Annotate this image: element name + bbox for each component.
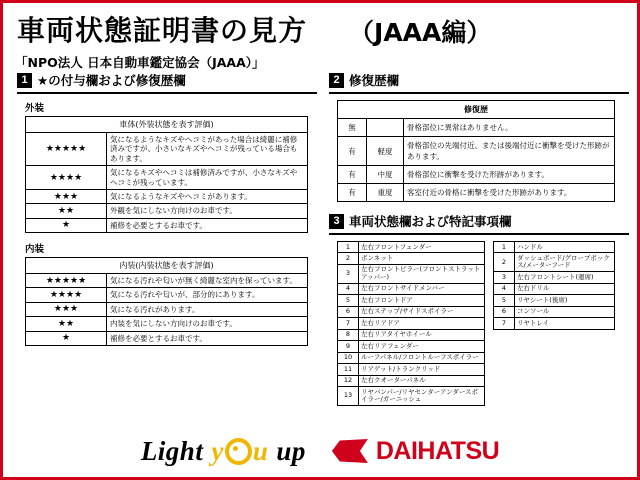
table-row (338, 387, 485, 406)
part-num: 6 (338, 306, 359, 317)
table-row (26, 166, 308, 190)
interior-table-header: 内装(内装状態を表す評価) (26, 258, 308, 274)
part-num: 8 (338, 329, 359, 340)
part-num: 13 (338, 387, 359, 406)
part-name: ボンネット (359, 253, 485, 264)
page-title-sub: （JAAA編） (349, 18, 492, 47)
part-name: リヤシート(後席) (515, 295, 615, 306)
part-name: リアゲット/トランクリッド (359, 364, 485, 375)
interior-desc-2: 内装を気にしない方向けのお車です。 (107, 317, 308, 331)
parts-lists (337, 241, 629, 406)
exterior-desc-1: 補修を必要とするお車です。 (107, 218, 308, 232)
repair-level-none (367, 119, 404, 137)
interior-stars-1: ★ (26, 331, 107, 345)
part-name: 左右フロントドア (359, 295, 485, 306)
logo-text-up: up (276, 435, 306, 466)
exterior-stars-4: ★★★★ (26, 166, 107, 190)
right-column (329, 71, 629, 406)
table-row (338, 283, 485, 294)
exterior-table (25, 116, 308, 233)
table-row (338, 166, 615, 184)
table-row (494, 295, 615, 306)
interior-stars-2: ★★ (26, 317, 107, 331)
section-1-number: 1 (17, 73, 32, 88)
part-num: 2 (338, 253, 359, 264)
part-num: 5 (338, 295, 359, 306)
interior-desc-1: 補修を必要とするお車です。 (107, 331, 308, 345)
repair-desc-heavy: 客室付近の骨格に衝撃を受けた形跡があります。 (404, 184, 615, 202)
part-num: 12 (338, 375, 359, 386)
part-num: 4 (494, 283, 515, 294)
repair-level-heavy: 重度 (367, 184, 404, 202)
part-name: 左右クオーターパネル (359, 375, 485, 386)
table-row (338, 264, 485, 283)
part-num: 3 (494, 272, 515, 283)
section-3-number: 3 (329, 214, 344, 229)
section-1-header (17, 71, 317, 89)
table-row (338, 119, 615, 137)
exterior-stars-3: ★★★ (26, 189, 107, 203)
table-row (338, 101, 615, 119)
interior-stars-4: ★★★★ (26, 288, 107, 302)
section-3-rule (329, 233, 629, 235)
table-row (338, 184, 615, 202)
section-1-title: ★の付与欄および修復歴欄 (37, 73, 186, 88)
table-row (494, 283, 615, 294)
table-row (338, 253, 485, 264)
exterior-desc-5: 気になるようなキズやヘコミがあった場合は綺麗に補修済みですが、小さいなキズやヘコミが残っている場合もあります。 (107, 133, 308, 166)
section-2-header (329, 71, 629, 89)
interior-desc-5: 気になる汚れや匂いが無く綺麗な室内を保っています。 (107, 274, 308, 288)
table-row (338, 295, 485, 306)
table-row (338, 375, 485, 386)
part-num: 1 (338, 242, 359, 253)
part-num: 3 (338, 264, 359, 283)
exterior-label: 外装 (25, 103, 45, 114)
table-row (26, 133, 308, 166)
table-row (338, 329, 485, 340)
table-row (26, 258, 308, 274)
part-name: ダッシュボード/グローブボックス/メーターフード (515, 253, 615, 272)
part-num: 4 (338, 283, 359, 294)
repair-mark-none: 無 (338, 119, 367, 137)
part-name: 左右リアタイヤホイール (359, 329, 485, 340)
repair-history-header: 修復歴 (338, 101, 615, 119)
logo-ring-icon (225, 438, 252, 465)
part-num: 10 (338, 352, 359, 363)
table-row (26, 274, 308, 288)
logo-text-u: u (252, 435, 269, 466)
interior-parts-table (493, 241, 615, 330)
page-title-main: 車両状態証明書の見方 (17, 14, 308, 47)
part-name: リヤバンパー/リヤセンターアンダースポイラー/ガーニッシュ (359, 387, 485, 406)
section-2-number: 2 (329, 73, 344, 88)
table-row (26, 331, 308, 345)
light-you-up-logo (141, 436, 306, 467)
table-row (494, 318, 615, 329)
table-row (494, 253, 615, 272)
part-name: コンソール (515, 306, 615, 317)
daihatsu-logo (332, 437, 499, 466)
table-row (338, 242, 485, 253)
part-name: リヤトレイ (515, 318, 615, 329)
part-num: 5 (494, 295, 515, 306)
table-row (26, 117, 308, 133)
table-row (26, 189, 308, 203)
interior-stars-5: ★★★★★ (26, 274, 107, 288)
table-row (338, 318, 485, 329)
logo-text-y: y (211, 435, 224, 466)
part-name: ルーフパネル/フロントルーフスポイラー (359, 352, 485, 363)
part-name: 左右フロントシート(運席) (515, 272, 615, 283)
repair-desc-light: 骨格部位の先端付近、または後端付近に衝撃を受けた形跡があります。 (404, 137, 615, 166)
interior-label: 内装 (25, 244, 45, 255)
daihatsu-brand-text: DAIHATSU (375, 436, 500, 465)
table-row (26, 204, 308, 218)
table-row (26, 302, 308, 316)
table-row (338, 137, 615, 166)
table-row (338, 352, 485, 363)
part-num: 1 (494, 242, 515, 253)
repair-desc-none: 骨格部位に異常はありません。 (404, 119, 615, 137)
interior-table (25, 257, 308, 346)
table-row (338, 306, 485, 317)
interior-desc-3: 気になる汚れがあります。 (107, 302, 308, 316)
exterior-desc-3: 気になるようなキズやヘコミがあります。 (107, 189, 308, 203)
part-num: 11 (338, 364, 359, 375)
table-row (494, 306, 615, 317)
exterior-stars-1: ★ (26, 218, 107, 232)
part-num: 6 (494, 306, 515, 317)
part-name: 左右フロントサイドメンバー (359, 283, 485, 294)
page-title (17, 9, 629, 49)
exterior-table-header: 車体(外装状態を表す評価) (26, 117, 308, 133)
exterior-stars-5: ★★★★★ (26, 133, 107, 166)
repair-level-medium: 中度 (367, 166, 404, 184)
table-row (338, 364, 485, 375)
part-num: 7 (338, 318, 359, 329)
exterior-parts-table (337, 241, 485, 406)
repair-history-table (337, 100, 615, 202)
table-row (338, 341, 485, 352)
table-row (26, 288, 308, 302)
footer (3, 425, 637, 477)
repair-level-light: 軽度 (367, 137, 404, 166)
part-num: 9 (338, 341, 359, 352)
part-name: 左右ドリル (515, 283, 615, 294)
part-num: 2 (494, 253, 515, 272)
interior-stars-3: ★★★ (26, 302, 107, 316)
table-row (494, 272, 615, 283)
repair-mark-light: 有 (338, 137, 367, 166)
logo-text-light: Light (140, 435, 204, 466)
section-3-header (329, 212, 629, 230)
part-name: 左右リアドア (359, 318, 485, 329)
section-2-title: 修復歴欄 (349, 73, 400, 88)
exterior-stars-2: ★★ (26, 204, 107, 218)
part-name: 左右フロントピラー(フロントストラットアッパー) (359, 264, 485, 283)
table-row (26, 317, 308, 331)
table-row (26, 218, 308, 232)
table-row (494, 242, 615, 253)
exterior-desc-2: 外観を気にしない方向けのお車です。 (107, 204, 308, 218)
daihatsu-mark-icon (332, 439, 368, 463)
left-column (17, 71, 317, 346)
page-subtitle: 「NPO法人 日本自動車鑑定協会（JAAA）」 (15, 55, 265, 70)
part-name: 左右リアフェンダー (359, 341, 485, 352)
part-name: 左右ステップ/サイドスポイラー (359, 306, 485, 317)
section-2-rule (329, 92, 629, 94)
part-num: 7 (494, 318, 515, 329)
interior-desc-4: 気になる汚れや匂いが、部分的にあります。 (107, 288, 308, 302)
part-name: ハンドル (515, 242, 615, 253)
repair-mark-heavy: 有 (338, 184, 367, 202)
exterior-desc-4: 気になるキズやヘコミは補修済みですが、小さなキズやヘコミが残っています。 (107, 166, 308, 190)
repair-desc-medium: 骨格部位に衝撃を受けた形跡があります。 (404, 166, 615, 184)
repair-mark-medium: 有 (338, 166, 367, 184)
part-name: 左右フロントフェンダー (359, 242, 485, 253)
section-1-rule (17, 92, 317, 94)
section-3-title: 車両状態欄および特記事項欄 (349, 214, 512, 229)
